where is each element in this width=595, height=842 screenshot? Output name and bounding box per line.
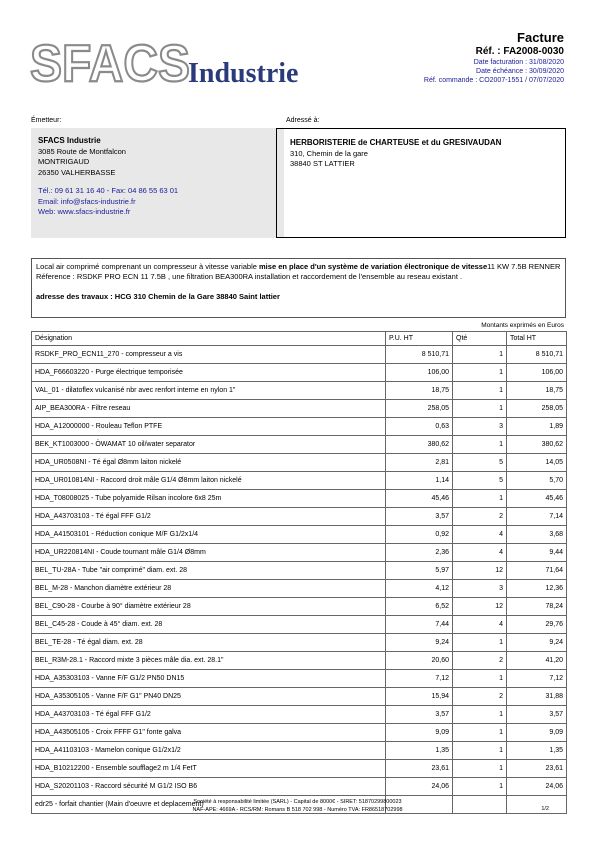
cell-pu-ht: 1,14	[386, 472, 453, 490]
emetteur-box	[31, 128, 284, 238]
destinataire-addr1: 310, Chemin de la gare	[290, 148, 368, 158]
cell-designation: HDA_A12000000 - Rouleau Teflon PTFE	[32, 418, 386, 436]
table-row	[32, 544, 567, 562]
cell-qte: 1	[453, 670, 507, 688]
cell-qte: 4	[453, 544, 507, 562]
cell-pu-ht: 9,24	[386, 634, 453, 652]
cell-pu-ht: 15,94	[386, 688, 453, 706]
cell-total-ht: 7,12	[507, 670, 567, 688]
cell-total-ht: 7,14	[507, 508, 567, 526]
cell-total-ht: 1,89	[507, 418, 567, 436]
cell-qte: 1	[453, 346, 507, 364]
emetteur-addr2: MONTRIGAUD	[38, 157, 90, 166]
date-echeance: Date échéance : 30/09/2020	[476, 68, 564, 75]
cell-designation: BEL_TU-28A - Tube "air comprimé" diam. ext. 28	[32, 562, 386, 580]
cell-total-ht: 5,70	[507, 472, 567, 490]
cell-designation: HDA_A43703103 - Té égal FFF G1/2	[32, 508, 386, 526]
table-row	[32, 616, 567, 634]
cell-designation: BEL_C45-28 - Coude à 45° diam. ext. 28	[32, 616, 386, 634]
table-row	[32, 508, 567, 526]
cell-qte: 1	[453, 436, 507, 454]
cell-pu-ht: 20,60	[386, 652, 453, 670]
cell-qte: 1	[453, 400, 507, 418]
table-row	[32, 526, 567, 544]
emetteur-addr1: 3085 Route de Montfalcon	[38, 146, 126, 156]
cell-designation: BEL_C90-28 - Courbe à 90° diamètre extérieur 28	[32, 598, 386, 616]
cell-designation: HDA_B10212200 - Ensemble soufflage2 m 1/4 FetT	[32, 760, 386, 778]
table-row	[32, 760, 567, 778]
table-row	[32, 598, 567, 616]
cell-designation: HDA_A43505105 - Croix FFFF G1" fonte galva	[32, 724, 386, 742]
col-qte: Qté	[453, 332, 507, 346]
cell-qte: 5	[453, 472, 507, 490]
table-row	[32, 364, 567, 382]
description-text	[36, 262, 561, 282]
cell-qte: 4	[453, 526, 507, 544]
cell-qte: 2	[453, 688, 507, 706]
cell-total-ht: 8 510,71	[507, 346, 567, 364]
cell-pu-ht: 9,09	[386, 724, 453, 742]
cell-qte: 2	[453, 508, 507, 526]
cell-total-ht: 3,57	[507, 706, 567, 724]
cell-total-ht: 9,09	[507, 724, 567, 742]
cell-qte: 1	[453, 634, 507, 652]
cell-total-ht: 1,35	[507, 742, 567, 760]
cell-pu-ht: 5,97	[386, 562, 453, 580]
cell-qte: 1	[453, 760, 507, 778]
cell-pu-ht: 45,46	[386, 490, 453, 508]
date-facturation: Date facturation : 31/08/2020	[473, 59, 564, 66]
table-row	[32, 562, 567, 580]
table-row	[32, 346, 567, 364]
table-row	[32, 652, 567, 670]
cell-qte: 1	[453, 490, 507, 508]
cell-designation: HDA_UR220814NI - Coude tournant mâle G1/4 Ø8mm	[32, 544, 386, 562]
cell-pu-ht: 23,61	[386, 760, 453, 778]
emetteur-label: Émetteur:	[31, 117, 62, 124]
cell-total-ht: 9,44	[507, 544, 567, 562]
cell-designation: BEK_KT1003000 - ÖWAMAT 10 oil/water separator	[32, 436, 386, 454]
cell-total-ht: 14,05	[507, 454, 567, 472]
currency-note: Montants exprimés en Euros	[481, 322, 564, 329]
cell-designation: HDA_F66603220 - Purge électrique temporisée	[32, 364, 386, 382]
cell-total-ht: 31,88	[507, 688, 567, 706]
cell-qte: 1	[453, 778, 507, 796]
cell-pu-ht: 380,62	[386, 436, 453, 454]
emetteur-web[interactable]: Web: www.sfacs-industrie.fr	[38, 207, 131, 216]
cell-designation: BEL_R3M-28.1 - Raccord mixte 3 pièces mâle dia. ext. 28.1"	[32, 652, 386, 670]
cell-total-ht: 380,62	[507, 436, 567, 454]
table-row	[32, 778, 567, 796]
cell-designation: edr25 - forfait chantier (Main d'oeuvre et deplacement)	[32, 796, 386, 814]
cell-total-ht: 24,06	[507, 778, 567, 796]
cell-pu-ht: 106,00	[386, 364, 453, 382]
cell-designation: HDA_A41103103 - Mamelon conique G1/2x1/2	[32, 742, 386, 760]
cell-qte: 5	[453, 454, 507, 472]
company-logo	[30, 34, 320, 94]
cell-designation: HDA_S20201103 - Raccord sécurité M G1/2 ISO B6	[32, 778, 386, 796]
cell-qte: 4	[453, 616, 507, 634]
cell-qte: 12	[453, 598, 507, 616]
cell-designation: HDA_T08008025 - Tube polyamide Rilsan incolore 6x8 25m	[32, 490, 386, 508]
footer-line2: NAF-APE: 4669A - RCS/RM: Romans B 518 702 998 - Numéro TVA: FR86518702998	[192, 807, 403, 813]
cell-qte: 3	[453, 580, 507, 598]
description-bold: mise en place d'un système de variation électronique de vitesse	[259, 262, 488, 271]
cell-designation: HDA_UR0508NI - Té égal Ø8mm laiton nickelé	[32, 454, 386, 472]
description-part2: 11 KW 7.5B RENNER Réference : RSDKF PRO ECN 11 7.5B , une filtration BEA300RA installation et raccordement de l'ensemble au reseau existant .	[36, 262, 561, 281]
invoice-title: Facture	[517, 30, 564, 45]
cell-qte: 1	[453, 382, 507, 400]
cell-total-ht: 23,61	[507, 760, 567, 778]
cell-pu-ht: 8 510,71	[386, 346, 453, 364]
cell-pu-ht: 3,57	[386, 706, 453, 724]
destinataire-addr2: 38840 ST LATTIER	[290, 159, 355, 168]
destinataire-box	[276, 128, 566, 238]
cell-designation: HDA_A35303103 - Vanne F/F G1/2 PN50 DN15	[32, 670, 386, 688]
cell-total-ht: 71,64	[507, 562, 567, 580]
table-header-row	[32, 332, 567, 346]
invoice-header	[424, 30, 564, 85]
cell-designation: AIP_BEA300RA - Filtre reseau	[32, 400, 386, 418]
table-row	[32, 490, 567, 508]
cell-pu-ht: 258,05	[386, 400, 453, 418]
work-address: adresse des travaux : HCG 310 Chemin de la Gare 38840 Saint lattier	[36, 292, 280, 301]
table-row	[32, 706, 567, 724]
emetteur-addr3: 26350 VALHERBASSE	[38, 167, 116, 177]
col-designation: Désignation	[32, 332, 386, 346]
cell-total-ht: 106,00	[507, 364, 567, 382]
cell-designation: HDA_A43703103 - Té égal FFF G1/2	[32, 706, 386, 724]
cell-pu-ht: 24,06	[386, 778, 453, 796]
cell-qte: 1	[453, 724, 507, 742]
cell-qte: 1	[453, 742, 507, 760]
cell-total-ht: 12,36	[507, 580, 567, 598]
table-row	[32, 580, 567, 598]
invoice-ref: Réf. : FA2008-0030	[475, 46, 564, 57]
cell-qte: 1	[453, 706, 507, 724]
cell-pu-ht: 6,52	[386, 598, 453, 616]
cell-total-ht: 3,68	[507, 526, 567, 544]
cell-designation: BEL_TE-28 - Té égal diam. ext. 28	[32, 634, 386, 652]
logo-word: Industrie	[188, 58, 299, 89]
cell-total-ht: 78,24	[507, 598, 567, 616]
cell-pu-ht: 2,36	[386, 544, 453, 562]
table-row	[32, 670, 567, 688]
cell-total-ht: 258,05	[507, 400, 567, 418]
cell-qte: 12	[453, 562, 507, 580]
table-row	[32, 418, 567, 436]
footer-line1: Société à responsabilité limitée (SARL) - Capital de 8000€ - SIRET: 51870299800023	[193, 799, 402, 805]
emetteur-name: SFACS Industrie	[38, 136, 101, 145]
col-total-ht: Total HT	[507, 332, 567, 346]
logo-brand: SFACS	[30, 35, 190, 93]
table-row	[32, 688, 567, 706]
cell-pu-ht: 2,81	[386, 454, 453, 472]
emetteur-email[interactable]: Email: info@sfacs-industrie.fr	[38, 196, 136, 206]
table-row	[32, 724, 567, 742]
cell-total-ht: 18,75	[507, 382, 567, 400]
destinataire-label: Adressé à:	[286, 117, 320, 124]
table-row	[32, 454, 567, 472]
emetteur-tel: Tél.: 09 61 31 16 40 - Fax: 04 86 55 63 01	[38, 186, 179, 195]
cell-pu-ht: 0,92	[386, 526, 453, 544]
table-row	[32, 400, 567, 418]
col-pu-ht: P.U. HT	[386, 332, 453, 346]
cell-qte: 2	[453, 652, 507, 670]
cell-total-ht: 41,20	[507, 652, 567, 670]
cell-pu-ht: 1,35	[386, 742, 453, 760]
cell-pu-ht: 7,12	[386, 670, 453, 688]
table-row	[32, 472, 567, 490]
cell-pu-ht: 18,75	[386, 382, 453, 400]
cell-total-ht: 45,46	[507, 490, 567, 508]
cell-designation: VAL_01 - dilatoflex vulcanisé nbr avec renfort interne en nylon 1"	[32, 382, 386, 400]
cell-qte: 3	[453, 418, 507, 436]
legal-footer	[0, 798, 595, 814]
cell-total-ht: 9,24	[507, 634, 567, 652]
cell-designation: HDA_A35305105 - Vanne F/F G1" PN40 DN25	[32, 688, 386, 706]
table-row	[32, 742, 567, 760]
description-part1: Local air comprimé comprenant un compresseur à vitesse variable	[36, 262, 260, 271]
destinataire-name: HERBORISTERIE de CHARTEUSE et du GRESIVAUDAN	[290, 138, 502, 147]
cell-pu-ht: 4,12	[386, 580, 453, 598]
invoice-table	[31, 331, 567, 814]
cell-qte: 1	[453, 364, 507, 382]
cell-designation: BEL_M-28 - Manchon diamètre extérieur 28	[32, 580, 386, 598]
cell-designation: HDA_A41503101 - Réduction conique M/F G1/2x1/4	[32, 526, 386, 544]
table-row	[32, 382, 567, 400]
description-box	[31, 258, 566, 318]
cell-pu-ht: 3,57	[386, 508, 453, 526]
cell-designation: HDA_UR010814NI - Raccord droit mâle G1/4 Ø8mm laiton nickelé	[32, 472, 386, 490]
ref-commande: Réf. commande : CO2007-1551 / 07/07/2020	[423, 77, 564, 84]
cell-pu-ht: 0,63	[386, 418, 453, 436]
page-number: 1/2	[541, 806, 549, 812]
cell-pu-ht: 7,44	[386, 616, 453, 634]
table-row	[32, 436, 567, 454]
cell-total-ht: 29,76	[507, 616, 567, 634]
table-row	[32, 634, 567, 652]
cell-designation: RSDKF_PRO_ECN11_270 - compresseur a vis	[32, 346, 386, 364]
